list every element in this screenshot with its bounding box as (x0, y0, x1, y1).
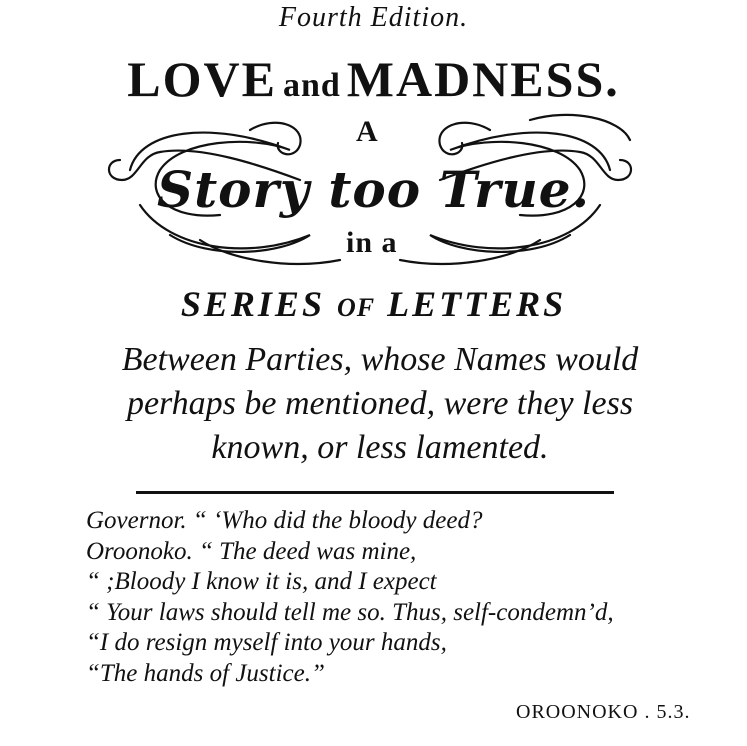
series-word: SERIES (180, 284, 325, 324)
subtitle-line: perhaps be mentioned, were they less (126, 385, 634, 422)
title-and: and (282, 67, 341, 104)
letter-a: A (356, 115, 378, 148)
attribution-source: OROONOKO (516, 701, 639, 723)
epigraph-quote (86, 506, 726, 689)
flourish-right-curl (439, 123, 490, 155)
subtitle-line: known, or less lamented. (211, 429, 549, 466)
of-word: OF (336, 293, 376, 322)
horizontal-rule (136, 491, 614, 494)
flourish-left-curl (250, 123, 301, 155)
title-love: LOVE (127, 51, 277, 107)
epigraph-line: “ ;Bloody I know it is, and I expect (86, 568, 437, 595)
subtitle-block (60, 338, 700, 470)
letters-word: LETTERS (387, 284, 567, 324)
cut-off-next-line (110, 736, 650, 746)
title-madness: MADNESS. (346, 51, 620, 107)
main-title (0, 50, 747, 108)
attribution-reference: . 5.3. (644, 701, 691, 723)
subtitle-line: Between Parties, whose Names would (121, 341, 639, 378)
epigraph-line: Governor. “ ‘Who did the bloody deed? (86, 507, 483, 534)
edition-line: Fourth Edition. (278, 2, 469, 33)
epigraph-line: Oroonoko. “ The deed was mine, (86, 537, 417, 565)
in-a-line: in a (346, 226, 398, 259)
epigraph-attribution (516, 701, 690, 724)
epigraph-line: “I do resign myself into your hands, (86, 629, 447, 656)
series-of-letters (0, 283, 747, 325)
story-too-true: Story too True. (156, 160, 591, 219)
epigraph-line: “The hands of Justice.” (86, 659, 325, 687)
flourish-right-tail (530, 115, 630, 140)
epigraph-line: “ Your laws should tell me so. Thus, self-condemn’d, (86, 598, 614, 626)
